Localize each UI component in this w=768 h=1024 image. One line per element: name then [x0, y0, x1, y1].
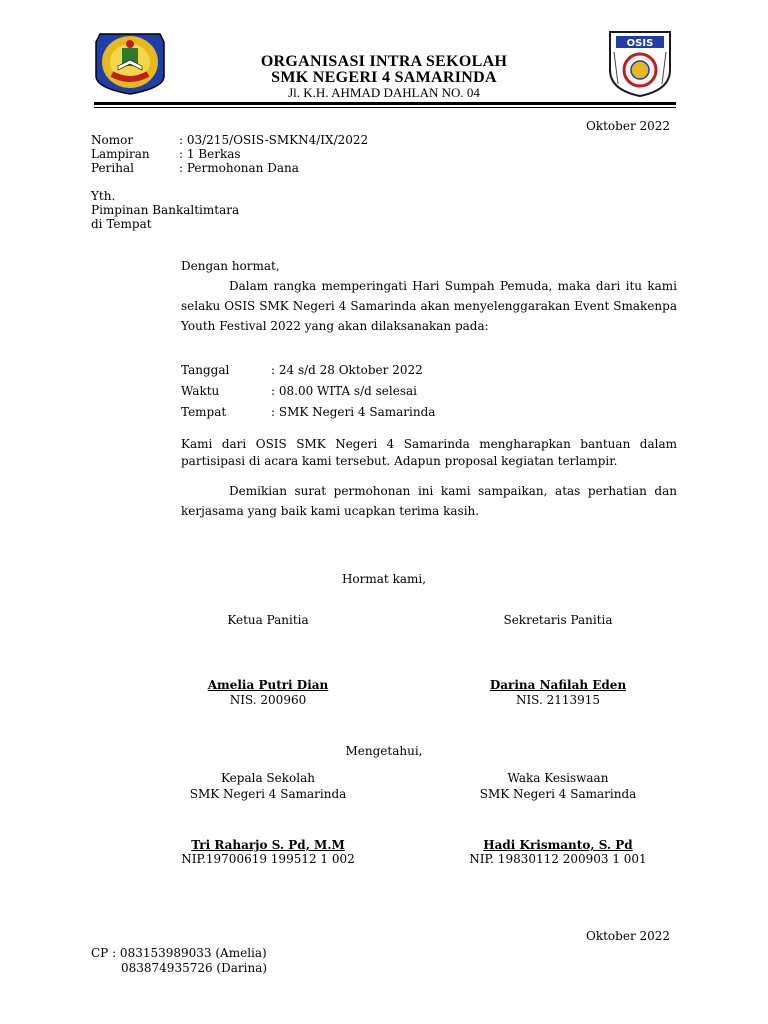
signer-id-principal: NIP.19700619 199512 1 002 — [181, 852, 355, 866]
closing: Hormat kami, — [341, 572, 427, 586]
acknowledged-label: Mengetahui, — [345, 744, 423, 758]
event-value-time: : 08.00 WITA s/d selesai — [271, 384, 417, 398]
signer-id-secretary: NIS. 2113915 — [515, 693, 601, 707]
body-paragraph-3: Demikian surat permohonan ini kami sampaikan, atas perhatian dan kerjasama yang baik kami ucapkan terima kasih. — [181, 484, 677, 518]
school-name: SMK NEGERI 4 SAMARINDA — [271, 69, 497, 86]
recipient-place: di Tempat — [91, 217, 152, 231]
signer-role-secretary: Sekretaris Panitia — [503, 613, 613, 627]
signer-org-vice-principal: SMK Negeri 4 Samarinda — [479, 787, 637, 801]
header-rule-thick — [94, 102, 676, 105]
meta-label-subject: Perihal — [91, 161, 134, 175]
meta-value-number: : 03/215/OSIS-SMKN4/IX/2022 — [179, 133, 369, 147]
meta-label-attachment: Lampiran — [91, 147, 150, 161]
letter-date: Oktober 2022 — [586, 119, 671, 133]
meta-value-attachment: : 1 Berkas — [179, 147, 241, 161]
signer-id-chair: NIS. 200960 — [229, 693, 307, 707]
event-value-date: : 24 s/d 28 Oktober 2022 — [271, 363, 423, 377]
meta-value-subject: : Permohonan Dana — [179, 161, 299, 175]
contact-line-2: 083874935726 (Darina) — [121, 961, 268, 975]
signer-name-vice-principal: Hadi Krismanto, S. Pd — [483, 838, 633, 852]
body-paragraph-1: Dalam rangka memperingati Hari Sumpah Pemuda, maka dari itu kami selaku OSIS SMK Negeri 4 Samarinda akan menyelenggarakan Event Smakenpa Youth Festival 2022 yang akan dilaksanakan pada: — [181, 279, 677, 333]
greeting: Dengan hormat, — [181, 259, 280, 273]
meta-label-number: Nomor — [91, 133, 134, 147]
event-label-venue: Tempat — [181, 405, 227, 419]
recipient-salutation: Yth. — [91, 189, 116, 203]
signer-name-chair: Amelia Putri Dian — [207, 678, 329, 692]
school-address: Jl. K.H. AHMAD DAHLAN NO. 04 — [288, 85, 480, 100]
contact-line-1: CP : 083153989033 (Amelia) — [91, 946, 267, 960]
signer-role-chair: Ketua Panitia — [227, 613, 309, 627]
letter-date-bottom: Oktober 2022 — [586, 929, 671, 943]
signer-id-vice-principal: NIP. 19830112 200903 1 001 — [469, 852, 647, 866]
signer-org-principal: SMK Negeri 4 Samarinda — [189, 787, 347, 801]
signer-name-secretary: Darina Nafilah Eden — [489, 678, 627, 692]
event-value-venue: : SMK Negeri 4 Samarinda — [271, 405, 436, 419]
event-label-date: Tanggal — [181, 363, 230, 377]
body-paragraph-2: Kami dari OSIS SMK Negeri 4 Samarinda mengharapkan bantuan dalam partisipasi di acara kami tersebut. Adapun proposal kegiatan terlampir. — [181, 437, 677, 468]
recipient-name: Pimpinan Bankaltimtara — [91, 203, 240, 217]
osis-logo-label: OSIS — [626, 38, 654, 49]
signer-role-vice-principal: Waka Kesiswaan — [507, 771, 609, 785]
signer-role-principal: Kepala Sekolah — [221, 771, 315, 785]
signer-name-principal: Tri Raharjo S. Pd, M.M — [191, 838, 345, 852]
org-name: ORGANISASI INTRA SEKOLAH — [260, 53, 508, 70]
event-label-time: Waktu — [181, 384, 220, 398]
header-rule-thin — [94, 107, 676, 108]
